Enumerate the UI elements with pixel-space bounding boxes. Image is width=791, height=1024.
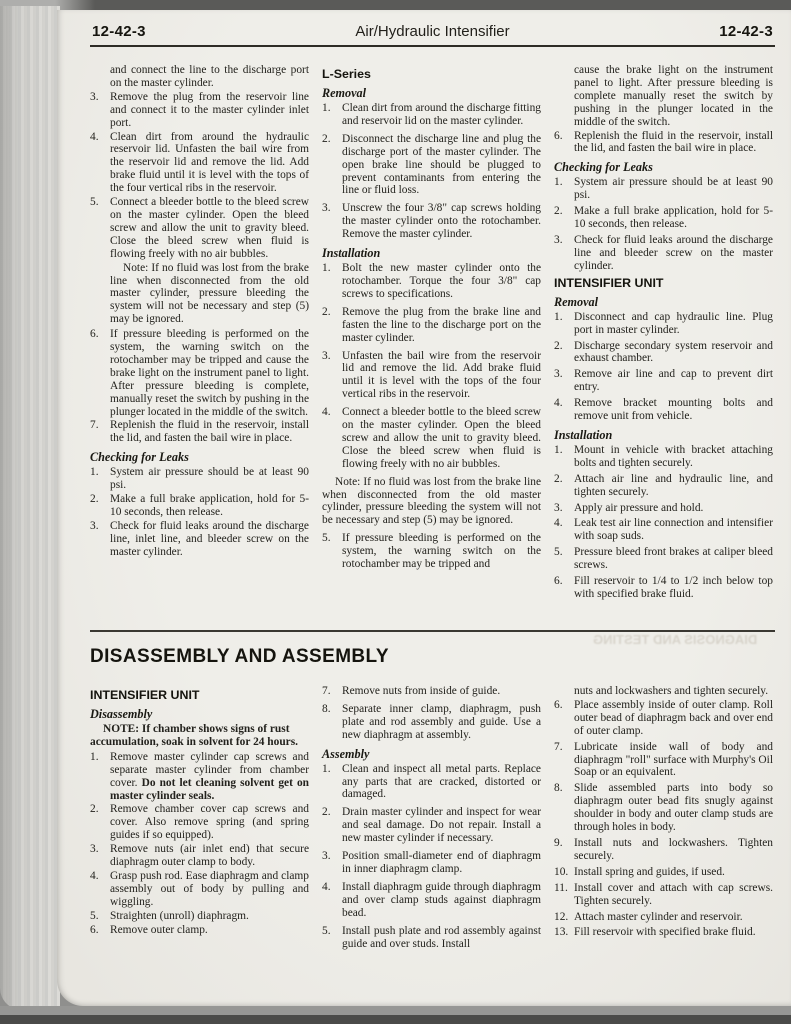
- scanner-bottom-edge: [0, 1015, 791, 1024]
- item-text: Replenish the fluid in the reservoir, install the lid, and fasten the bail wire in place.: [110, 419, 309, 445]
- item-text: Mount in vehicle with bracket attaching bolts and tighten securely.: [574, 443, 773, 469]
- item-number: 3.: [554, 368, 563, 381]
- item-text: Discharge secondary system reservoir and exhaust chamber.: [574, 339, 773, 365]
- procedure-heading: Removal: [554, 294, 599, 309]
- item-number: 1.: [322, 762, 331, 775]
- item-text: Check for fluid leaks around the discharge line, inlet line, and bleeder screw on the master cylinder.: [110, 519, 309, 558]
- list-item: [554, 546, 773, 572]
- item-number: 4.: [322, 406, 331, 419]
- item-text: Unscrew the four 3/8" cap screws holding the master cylinder onto the rotochamber. Remove the master cylinder.: [342, 202, 541, 241]
- list-item: [322, 133, 541, 198]
- list-item: [322, 532, 541, 571]
- item-number: 10.: [554, 865, 569, 878]
- item-text: Make a full brake application, hold for 5-10 seconds, then release.: [110, 493, 309, 518]
- item-number: 5.: [90, 909, 99, 922]
- item-number: 2.: [554, 472, 563, 485]
- list-item: [554, 176, 773, 202]
- scanner-top-edge: [0, 0, 791, 10]
- item-text: Pressure bleed front brakes at caliper bleed screws.: [574, 546, 773, 572]
- list-item: [90, 751, 309, 803]
- list-item: [322, 102, 541, 128]
- item-text: Install push plate and rod assembly against guide and over studs. Install: [342, 924, 541, 950]
- section-divider: [90, 630, 775, 632]
- item-text: Attach air line and hydraulic line, and tighten securely.: [574, 472, 773, 498]
- text-column-1: [90, 685, 309, 955]
- item-number: 3.: [90, 843, 99, 856]
- item-text: Clean dirt from around the hydraulic reservoir lid. Unfasten the bail wire from the reservoir lid and remove the lid. Add brake fluid until it is level with the tops of the four vertical ribs in the reservoir.: [110, 130, 309, 195]
- list-item: [554, 575, 773, 601]
- list-item: [322, 806, 541, 845]
- item-text: Remove nuts from inside of guide.: [342, 685, 501, 697]
- item-text: Fill reservoir with specified brake fluid.: [574, 926, 756, 939]
- item-text: Remove the plug from the brake line and fasten the line to the discharge port on the master cylinder.: [342, 305, 541, 344]
- subsection-heading: INTENSIFIER UNIT: [554, 275, 664, 290]
- list-item: [322, 202, 541, 241]
- item-text: Grasp push rod. Ease diaphragm and clamp assembly out of body by pulling and wiggling.: [110, 869, 309, 908]
- item-text: Make a full brake application, hold for 5-10 seconds, then release.: [574, 205, 773, 231]
- procedure-heading: Assembly: [322, 746, 370, 761]
- item-text-emphasis: Do not let cleaning solvent get on master cylinder seals.: [110, 776, 309, 802]
- item-text: Attach master cylinder and reservoir.: [574, 910, 743, 923]
- item-text: Fill reservoir to 1/4 to 1/2 inch below top with specified brake fluid.: [574, 575, 773, 600]
- list-item: [554, 130, 773, 156]
- scanner-bottom-shadow: [0, 1006, 791, 1015]
- item-number: 5.: [90, 196, 99, 209]
- item-number: 2.: [554, 205, 563, 218]
- item-number: 4.: [554, 517, 563, 530]
- item-text: Disconnect and cap hydraulic line. Plug port in master cylinder.: [574, 310, 773, 336]
- item-text: Clean and inspect all metal parts. Replace any parts that are cracked, distorted or damaged.: [342, 762, 541, 801]
- item-number: 2.: [322, 806, 331, 819]
- item-text: Install diaphragm guide through diaphragm and over clamp studs against diaphragm bead.: [342, 880, 541, 919]
- list-item: [554, 517, 773, 543]
- item-number: 1.: [554, 176, 563, 189]
- item-text: Remove master cylinder cap screws and separate master cylinder from chamber cover. Do not let cleaning solvent get on master cylinder seals.: [110, 750, 309, 802]
- text-column-1: [90, 64, 309, 620]
- list-item: [322, 850, 541, 876]
- list-item: [554, 882, 773, 908]
- continued-paragraph: and connect the line to the discharge port on the master cylinder.: [110, 64, 309, 89]
- item-text: If pressure bleeding is performed on the system, the warning switch on the rotochamber may be tripped and: [342, 532, 541, 571]
- item-text: Remove nuts (air inlet end) that secure diaphragm outer clamp to body.: [110, 843, 309, 869]
- item-text: System air pressure should be at least 90 psi.: [574, 176, 773, 202]
- item-text: Leak test air line connection and intensifier with soap suds.: [574, 517, 773, 543]
- list-item: [554, 502, 773, 515]
- item-number: 2.: [90, 493, 99, 506]
- item-text: Remove air line and cap to prevent dirt entry.: [574, 368, 773, 394]
- text-column-3: [554, 64, 773, 620]
- list-item: [90, 466, 309, 492]
- page-header: [90, 23, 775, 40]
- list-item: [554, 699, 773, 738]
- item-number: 3.: [554, 233, 563, 246]
- item-number: 5.: [322, 924, 331, 937]
- continued-paragraph: cause the brake light on the instrument panel to light. After pressure bleeding is complete manually reset the switch by pushing in the plunger located in the middle of the switch.: [574, 64, 773, 128]
- procedure-heading: Checking for Leaks: [90, 450, 189, 465]
- item-text: Apply air pressure and hold.: [574, 501, 704, 514]
- item-text: Remove the plug from the reservoir line and connect it to the master cylinder inlet port.: [110, 90, 309, 129]
- list-item: [554, 473, 773, 499]
- list-item: [322, 306, 541, 345]
- list-item: [90, 328, 309, 418]
- list-item: [554, 205, 773, 231]
- item-number: 3.: [554, 501, 563, 514]
- item-number: 3.: [90, 90, 99, 103]
- item-text: Place assembly inside of outer clamp. Roll outer bead of diaphragm back and over end of outer clamp.: [574, 698, 773, 737]
- list-item: [554, 368, 773, 394]
- item-text: System air pressure should be at least 90 psi.: [110, 466, 309, 492]
- list-item: [90, 803, 309, 842]
- item-text: Install spring and guides, if used.: [574, 865, 725, 878]
- item-text: Bolt the new master cylinder onto the rotochamber. Torque the four 3/8" cap screws to specifications.: [342, 262, 541, 300]
- item-number: 5.: [554, 546, 563, 559]
- item-text: Check for fluid leaks around the discharge line and bleeder screw on the master cylinder.: [574, 233, 773, 272]
- item-text: If pressure bleeding is performed on the system, the warning switch on the rotochamber may be tripped and cause the brake light on the instrument panel to light. After pressure bleeding is complete, manually reset the switch by pushing in the plunger located in the middle of the switch.: [110, 328, 309, 418]
- item-number: 1.: [90, 466, 99, 479]
- item-number: 5.: [322, 532, 331, 545]
- note-paragraph: Note: If no fluid was lost from the brake line when disconnected from the old master cylinder, pressure bleeding the system will not be necessary and step (5) may be ignored.: [322, 475, 541, 527]
- item-text: Separate inner clamp, diaphragm, push plate and rod assembly and guide. Use a new diaphragm at assembly.: [342, 702, 541, 741]
- list-item: [554, 234, 773, 273]
- item-number: 4.: [322, 880, 331, 893]
- item-text: Install cover and attach with cap screws. Tighten securely.: [574, 881, 773, 907]
- item-number: 8.: [322, 702, 331, 715]
- item-text: Unfasten the bail wire from the reservoir lid and remove the lid. Add brake fluid until it is level with the tops of the four vertical ribs in the reservoir.: [342, 349, 541, 401]
- list-item: [90, 870, 309, 909]
- item-number: 1.: [554, 443, 563, 456]
- item-number: 2.: [322, 305, 331, 318]
- text-column-2: [322, 64, 541, 620]
- item-text: Straighten (unroll) diaphragm.: [110, 909, 249, 922]
- note-paragraph: Note: If no fluid was lost from the brake line when disconnected from the old master cylinder, pressure bleeding the system will not be necessary and step (5) may be ignored.: [110, 261, 309, 326]
- item-text: Remove chamber cover cap screws and cover. Also remove spring (and spring guides if so equipped).: [110, 803, 309, 842]
- item-number: 8.: [554, 782, 563, 795]
- item-number: 11.: [554, 881, 568, 894]
- list-item: [554, 444, 773, 470]
- list-item: [90, 924, 309, 937]
- item-number: 3.: [90, 519, 99, 532]
- list-item: [90, 196, 309, 261]
- list-item: [90, 131, 309, 196]
- item-text: Disconnect the discharge line and plug the discharge port of the master cylinder. The open brake line should be plugged to prevent contaminants from entering the line or fluid loss.: [342, 132, 541, 197]
- item-number: 1.: [322, 262, 331, 275]
- item-number: 7.: [90, 419, 99, 432]
- header-right-code: 12-42-3: [719, 23, 773, 40]
- list-item: [554, 911, 773, 924]
- item-number: 1.: [322, 102, 331, 114]
- item-text: Drain master cylinder and inspect for wear and seal damage. Do not repair. Install a new master cylinder if necessary.: [342, 806, 541, 845]
- procedure-heading: Checking for Leaks: [554, 160, 653, 175]
- list-item: [554, 837, 773, 863]
- bold-note-paragraph: NOTE: If chamber shows signs of rust accumulation, soak in solvent for 24 hours.: [90, 723, 299, 748]
- procedure-heading: Disassembly: [90, 707, 153, 721]
- item-number: 6.: [554, 575, 563, 588]
- list-item: [322, 925, 541, 951]
- procedure-heading: Removal: [322, 86, 367, 100]
- item-number: 9.: [554, 836, 563, 849]
- item-number: 12.: [554, 910, 569, 923]
- list-item: [554, 397, 773, 423]
- section-title: DISASSEMBLY AND ASSEMBLY: [90, 646, 389, 667]
- item-text: Connect a bleeder bottle to the bleed screw on the master cylinder. Open the bleed screw and allow the unit to gravity bleed. Close the bleed screw when fluid is flowing freely with no air bubbles.: [342, 406, 541, 470]
- text-column-2: [322, 685, 541, 955]
- item-text: Replenish the fluid in the reservoir, install the lid, and fasten the bail wire in place.: [574, 129, 773, 155]
- item-number: 4.: [90, 130, 99, 143]
- book-page-edges: [0, 6, 60, 1010]
- item-number: 6.: [90, 328, 99, 341]
- item-text: Remove bracket mounting bolts and remove unit from vehicle.: [574, 397, 773, 423]
- list-item: [322, 703, 541, 742]
- text-column-3: [554, 685, 773, 955]
- item-text: Connect a bleeder bottle to the bleed screw on the master cylinder. Open the bleed screw and allow the unit to gravity bleed. Close the bleed screw when fluid is flowing freely with no air bubbles.: [110, 196, 309, 260]
- list-item: [554, 311, 773, 337]
- list-item: [90, 910, 309, 923]
- continued-paragraph: nuts and lockwashers and tighten securely.: [574, 685, 769, 697]
- list-item: [554, 926, 773, 939]
- item-number: 4.: [90, 869, 99, 882]
- item-text: Remove outer clamp.: [110, 923, 208, 936]
- header-rule: [90, 45, 775, 47]
- item-number: 2.: [90, 803, 99, 816]
- item-text: Position small-diameter end of diaphragm in inner diaphragm clamp.: [342, 850, 541, 875]
- list-item: [322, 350, 541, 402]
- list-item: [322, 763, 541, 802]
- subsection-heading: INTENSIFIER UNIT: [90, 688, 200, 702]
- header-left-code: 12-42-3: [92, 23, 146, 40]
- list-item: [322, 685, 541, 698]
- item-text: Slide assembled parts into body so diaphragm outer bead fits snugly against shoulder in body and outer clamp studs are through holes in body.: [574, 782, 773, 834]
- list-item: [322, 881, 541, 920]
- list-item: [554, 340, 773, 366]
- item-number: 2.: [554, 339, 563, 352]
- list-item: [90, 843, 309, 869]
- item-number: 6.: [554, 129, 563, 142]
- list-item: [90, 520, 309, 559]
- item-number: 6.: [554, 698, 563, 711]
- list-item: [90, 91, 309, 130]
- item-number: 3.: [322, 349, 331, 362]
- list-item: [90, 493, 309, 519]
- page-title: Air/Hydraulic Intensifier: [355, 23, 510, 40]
- ghost-print-through: DIAGNOSIS AND TESTING: [592, 632, 757, 647]
- item-text: Install nuts and lockwashers. Tighten securely.: [574, 836, 773, 862]
- procedure-heading: Installation: [554, 427, 613, 442]
- item-number: 3.: [322, 850, 331, 863]
- item-number: 6.: [90, 923, 99, 936]
- item-number: 7.: [554, 740, 563, 753]
- item-text: Clean dirt from around the discharge fitting and reservoir lid on the master cylinder.: [342, 102, 541, 127]
- item-number: 2.: [322, 132, 331, 145]
- subsection-heading: L-Series: [322, 67, 371, 81]
- top-section-columns: [90, 64, 775, 620]
- item-number: 3.: [322, 202, 331, 215]
- list-item: [554, 741, 773, 780]
- list-item: [322, 262, 541, 301]
- item-number: 1.: [90, 750, 99, 763]
- item-number: 13.: [554, 926, 569, 939]
- list-item: [554, 782, 773, 834]
- item-text: Lubricate inside wall of body and diaphragm "roll" surface with Murphy's Oil Soap or an equivalent.: [574, 740, 773, 779]
- item-number: 7.: [322, 685, 331, 697]
- bottom-section-columns: [90, 685, 775, 955]
- item-number: 4.: [554, 397, 563, 410]
- item-number: 1.: [554, 310, 563, 323]
- procedure-heading: Installation: [322, 246, 381, 261]
- disassembly-section: [90, 630, 775, 955]
- list-item: [90, 419, 309, 445]
- list-item: [322, 406, 541, 471]
- manual-page: [57, 10, 791, 1006]
- list-item: [554, 866, 773, 879]
